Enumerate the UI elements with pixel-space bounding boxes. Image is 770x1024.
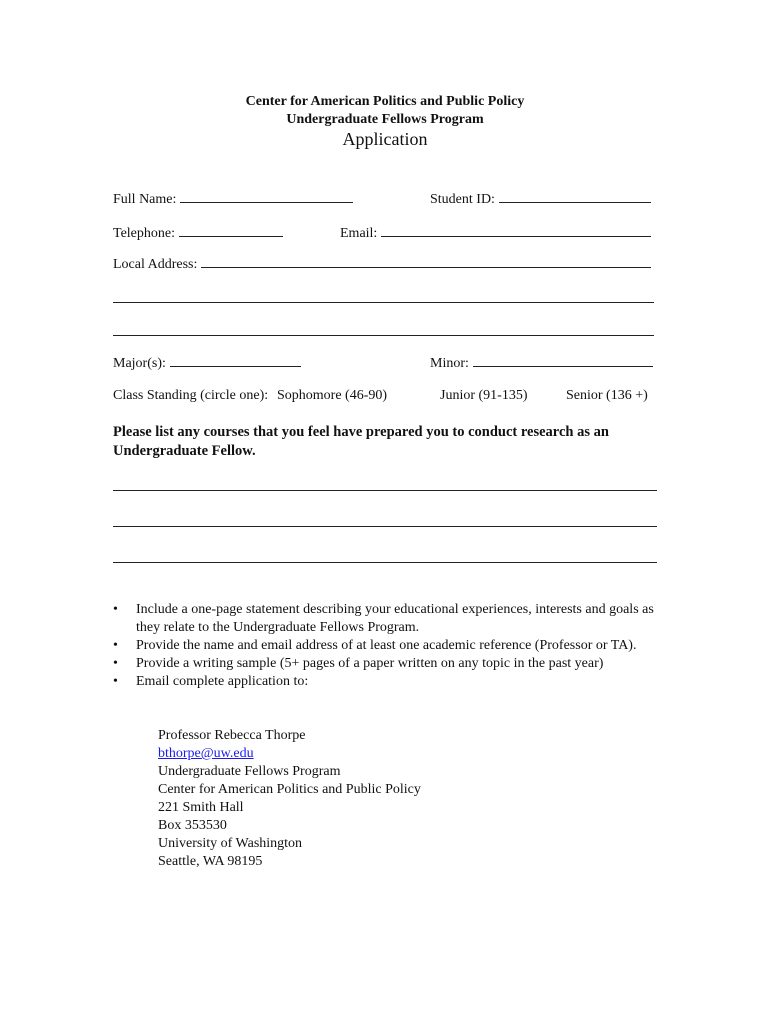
minor-blank[interactable] (473, 356, 653, 367)
contact-center: Center for American Politics and Public Policy (158, 782, 421, 797)
address-line-3[interactable] (113, 335, 654, 336)
class-standing-option-junior[interactable]: Junior (91-135) (440, 388, 528, 403)
contact-email-line (158, 745, 254, 763)
bullet-icon: • (113, 656, 118, 671)
student-id-field[interactable] (430, 192, 651, 208)
class-standing-option-senior[interactable]: Senior (136 +) (566, 388, 648, 403)
class-standing-option-sophomore[interactable]: Sophomore (46-90) (277, 388, 388, 403)
telephone-label: Telephone: (113, 226, 175, 241)
bullet-icon: • (113, 638, 118, 653)
telephone-field[interactable] (113, 226, 283, 242)
courses-question: Please list any courses that you feel have prepared you to conduct research as an Undergraduate Fellow. (113, 424, 609, 459)
full-name-field[interactable] (113, 192, 353, 208)
instruction-item: • Email complete application to: (113, 674, 309, 689)
majors-field[interactable] (113, 356, 301, 372)
contact-building: 221 Smith Hall (158, 800, 244, 815)
contact-university: University of Washington (158, 836, 303, 851)
bullet-icon: • (113, 674, 118, 689)
contact-email-link[interactable]: bthorpe@uw.edu (158, 746, 254, 761)
contact-program: Undergraduate Fellows Program (158, 764, 341, 779)
class-standing-label: Class Standing (circle one): (113, 388, 269, 403)
full-name-blank[interactable] (180, 192, 353, 203)
local-address-blank[interactable] (201, 257, 651, 268)
header-line-1: Center for American Politics and Public Policy (245, 94, 525, 109)
contact-name: Professor Rebecca Thorpe (158, 728, 306, 743)
minor-field[interactable] (430, 356, 653, 372)
instruction-item: • Include a one-page statement describing your educational experiences, interests and goals as they relate to the Undergraduate Fellows Program. (113, 602, 654, 635)
contact-box: Box 353530 (158, 818, 227, 833)
local-address-field[interactable] (113, 257, 651, 273)
courses-answer-line-3[interactable] (113, 562, 657, 563)
majors-label: Major(s): (113, 356, 166, 371)
header-line-2: Undergraduate Fellows Program (286, 112, 484, 127)
full-name-label: Full Name: (113, 192, 177, 207)
bullet-icon: • (113, 602, 118, 617)
local-address-label: Local Address: (113, 257, 198, 272)
student-id-label: Student ID: (430, 192, 495, 207)
contact-city: Seattle, WA 98195 (158, 854, 263, 869)
instruction-item: • Provide a writing sample (5+ pages of a paper written on any topic in the past year) (113, 656, 604, 671)
page-title: Application (342, 129, 428, 149)
telephone-blank[interactable] (179, 226, 283, 237)
courses-answer-line-2[interactable] (113, 526, 657, 527)
email-label: Email: (340, 226, 378, 241)
email-blank[interactable] (381, 226, 651, 237)
student-id-blank[interactable] (499, 192, 651, 203)
email-field[interactable] (340, 226, 651, 242)
courses-answer-line-1[interactable] (113, 490, 657, 491)
address-line-2[interactable] (113, 302, 654, 303)
instruction-item: • Provide the name and email address of at least one academic reference (Professor or TA). (113, 638, 637, 653)
minor-label: Minor: (430, 356, 469, 371)
majors-blank[interactable] (170, 356, 301, 367)
instructions-list (113, 601, 658, 691)
